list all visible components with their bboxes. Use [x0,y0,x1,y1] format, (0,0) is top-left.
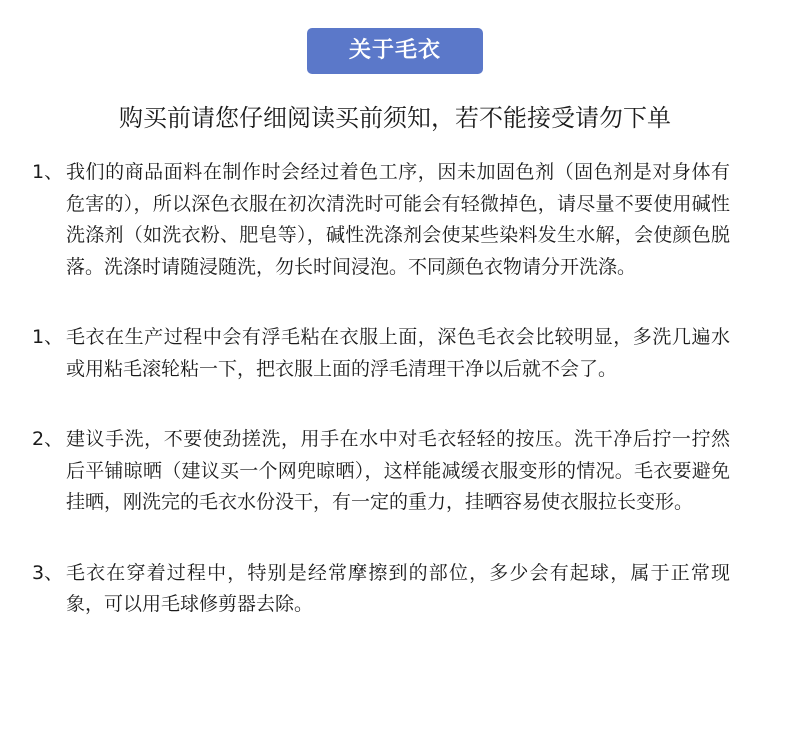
notice-text: 我们的商品面料在制作时会经过着色工序，因未加固色剂（固色剂是对身体有危害的），所以深色衣服在初次清洗时可能会有轻微掉色，请尽量不要使用碱性洗涤剂（如洗衣粉、肥皂等），碱性洗涤剂会使某些染料发生水解，会使颜色脱落。洗涤时请随浸随洗，勿长时间浸泡。不同颜色衣物请分开洗涤。 [66,161,730,278]
notice-text: 毛衣在穿着过程中，特别是经常摩擦到的部位，多少会有起球，属于正常现象，可以用毛球修剪器去除。 [66,561,730,615]
notice-text: 毛衣在生产过程中会有浮毛粘在衣服上面，深色毛衣会比较明显，多洗几遍水或用粘毛滚轮粘一下，把衣服上面的浮毛清理干净以后就不会了。 [66,326,730,380]
notice-item [32,558,752,621]
care-instructions-list [32,157,752,621]
notice-number: 1、 [32,161,64,183]
purchase-notice-subtitle: 购买前请您仔细阅读买前须知，若不能接受请勿下单 [119,104,671,132]
notice-number: 1、 [32,326,64,348]
notice-number: 3、 [32,561,64,584]
notice-item [32,424,752,519]
notice-text: 建议手洗，不要使劲搓洗，用手在水中对毛衣轻轻的按压。洗干净后拧一拧然后平铺晾晒（建议买一个网兜晾晒），这样能减缓衣服变形的情况。毛衣要避免挂晒，刚洗完的毛衣水份没干，有一定的重力，挂晒容易使衣服拉长变形。 [66,428,730,513]
page-title: 关于毛衣 [307,28,483,74]
notice-number: 2、 [32,428,64,450]
notice-item [32,322,752,385]
notice-item [32,157,752,283]
